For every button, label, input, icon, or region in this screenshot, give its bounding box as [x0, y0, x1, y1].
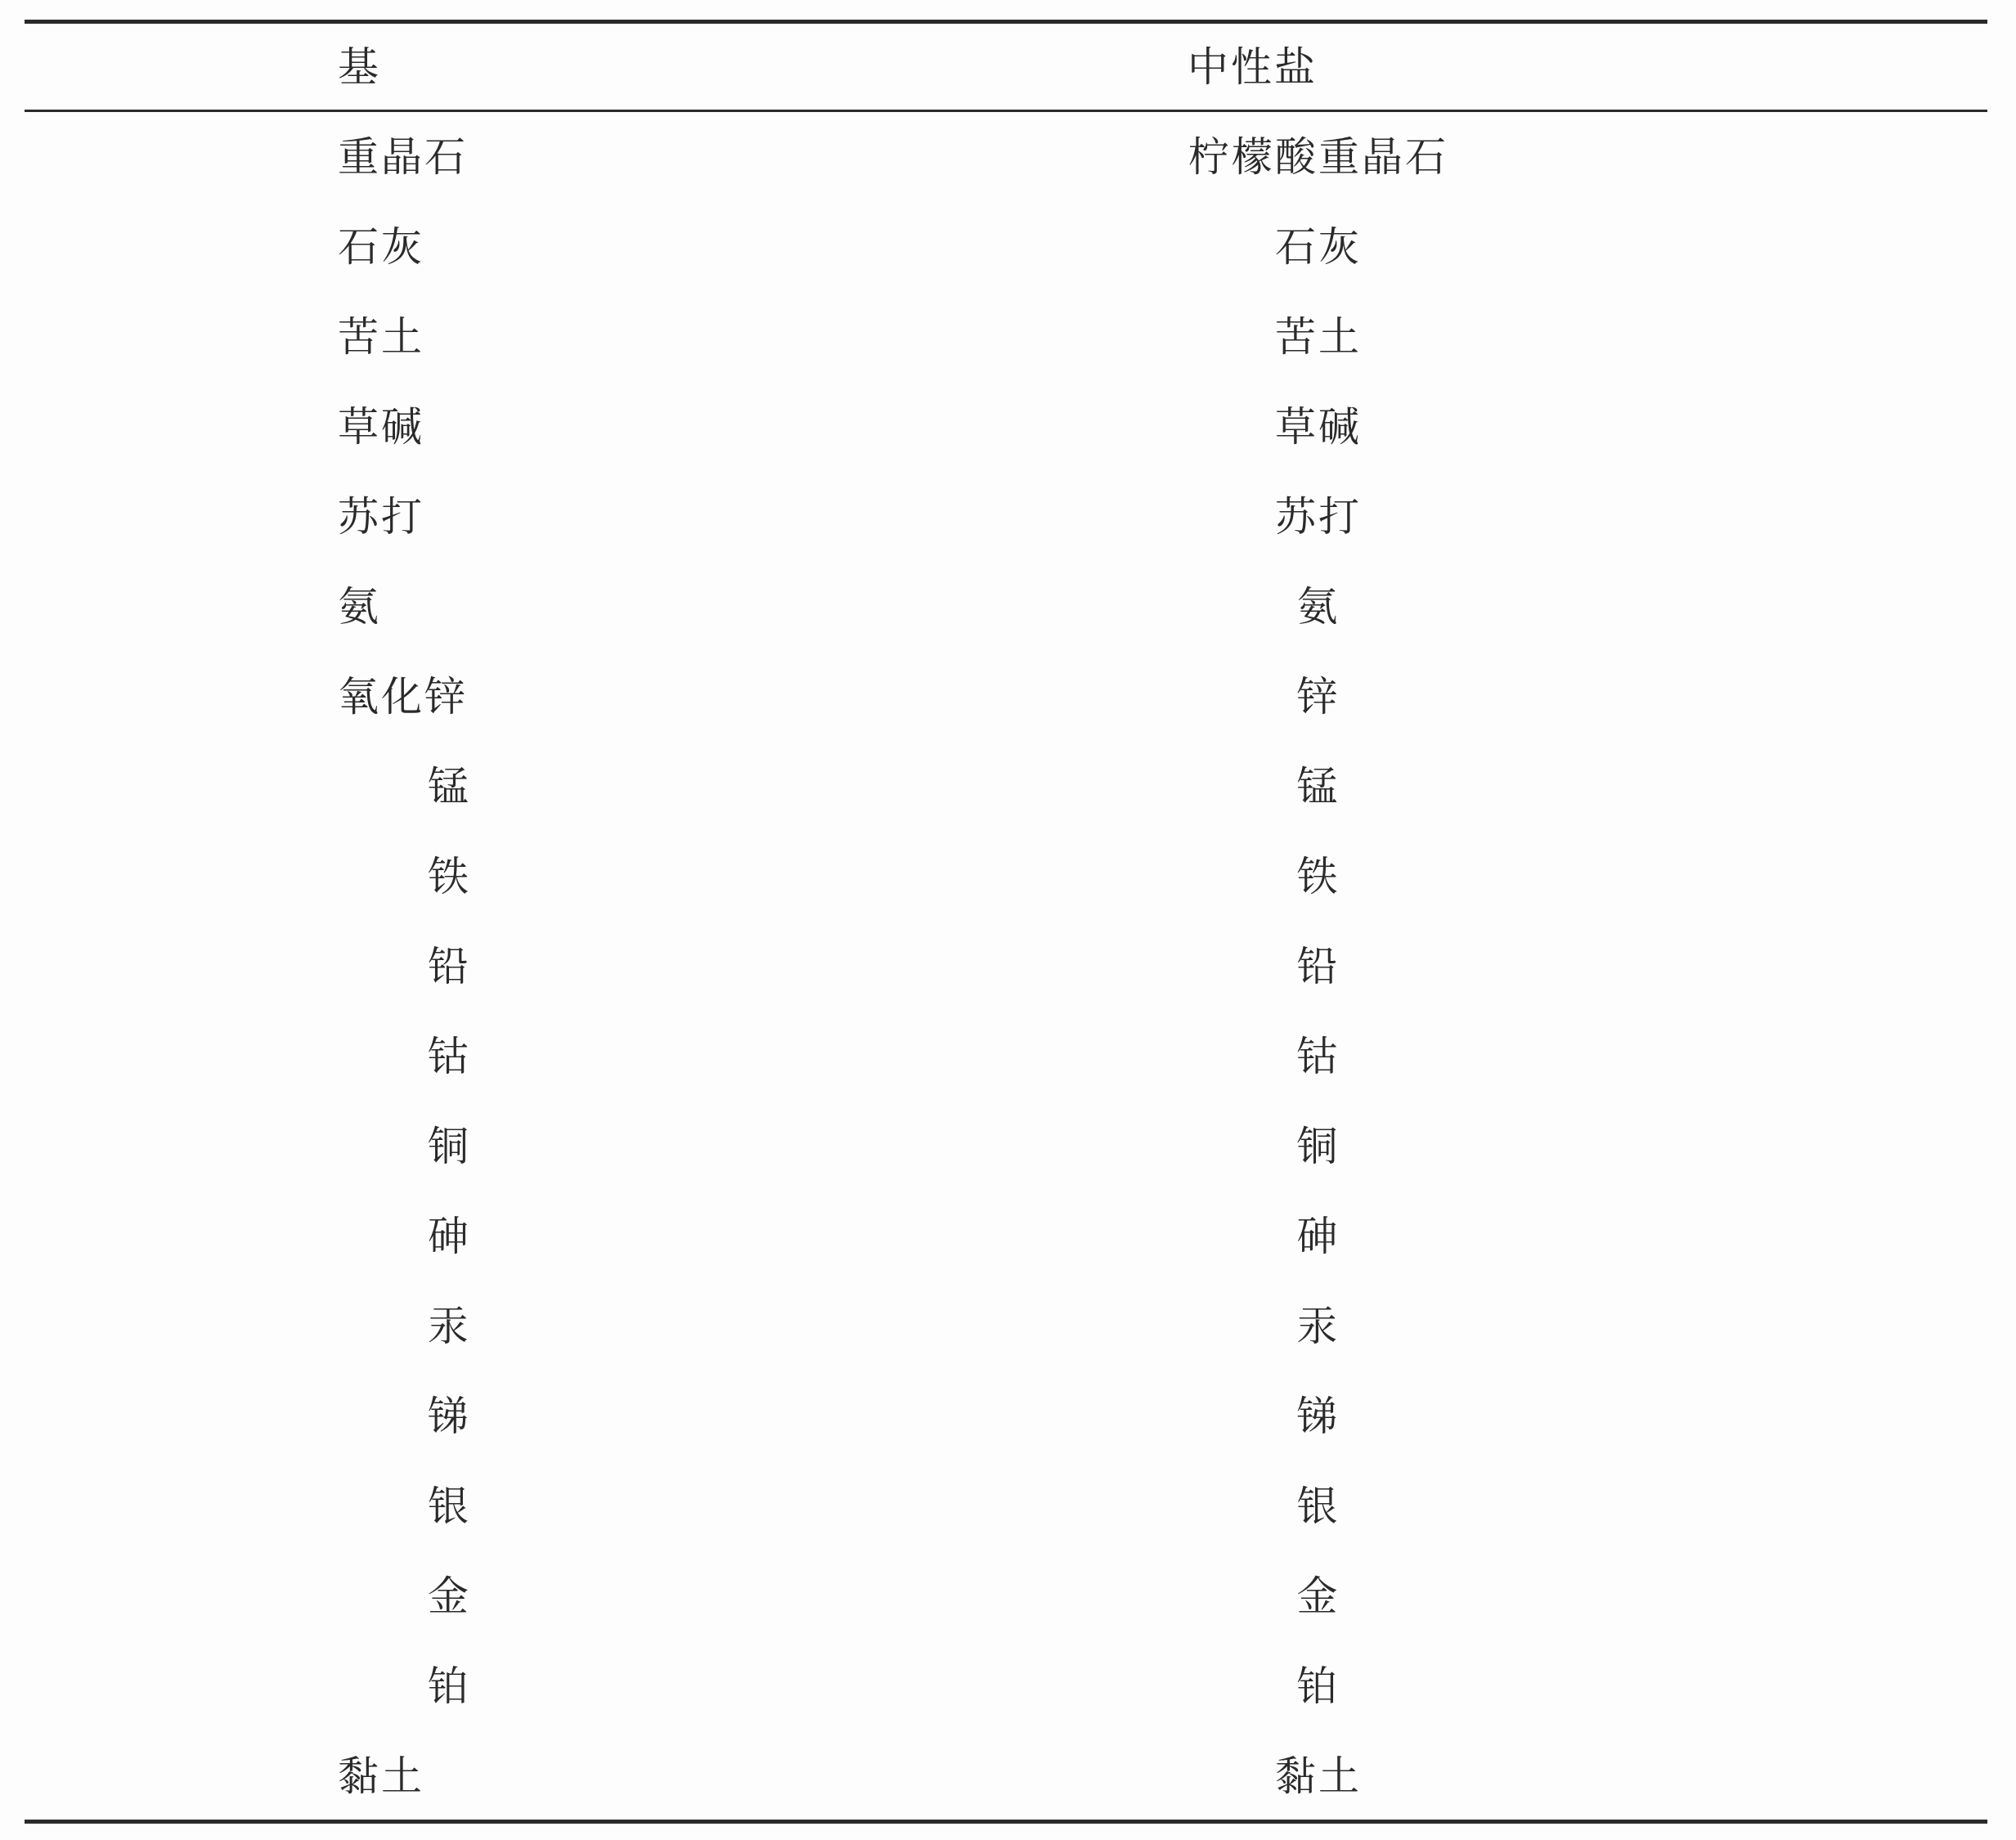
salt-cell: 石灰	[1275, 223, 1362, 271]
base-cell: 苏打	[338, 493, 424, 541]
base-cell: 石灰	[338, 223, 424, 271]
salt-cell: 苏打	[1275, 493, 1362, 541]
base-cell: 铂	[428, 1663, 471, 1710]
base-cell: 氧化锌	[338, 673, 468, 720]
base-cell: 铅	[428, 943, 471, 990]
base-cell: 银	[428, 1483, 471, 1530]
base-cell: 黏土	[338, 1752, 424, 1800]
base-cell: 重晶石	[338, 133, 468, 181]
salt-cell: 汞	[1296, 1303, 1340, 1350]
base-cell: 铜	[428, 1123, 471, 1170]
salt-cell: 铂	[1296, 1663, 1340, 1710]
base-cell: 铁	[428, 853, 471, 900]
base-cell: 金	[428, 1573, 471, 1620]
header-base: 基	[338, 43, 381, 91]
salt-cell: 锌	[1296, 673, 1340, 720]
table-bottom-rule	[25, 1820, 1987, 1824]
base-cell: 锰	[428, 763, 471, 810]
base-cell: 草碱	[338, 403, 424, 451]
header-neutral-salt: 中性盐	[1188, 43, 1318, 91]
base-cell: 钴	[428, 1033, 471, 1080]
salt-cell: 锑	[1296, 1393, 1340, 1440]
salt-cell: 铜	[1296, 1123, 1340, 1170]
salt-cell: 银	[1296, 1483, 1340, 1530]
salt-cell: 铁	[1296, 853, 1340, 900]
salt-cell: 砷	[1296, 1213, 1340, 1260]
base-cell: 锑	[428, 1393, 471, 1440]
base-cell: 汞	[428, 1303, 471, 1350]
salt-cell: 金	[1296, 1573, 1340, 1620]
salt-cell: 黏土	[1275, 1752, 1362, 1800]
salt-cell: 柠檬酸重晶石	[1188, 133, 1448, 181]
base-cell: 砷	[428, 1213, 471, 1260]
salt-cell: 苦土	[1275, 313, 1362, 361]
salt-cell: 草碱	[1275, 403, 1362, 451]
salt-cell: 氨	[1296, 583, 1340, 631]
salt-cell: 锰	[1296, 763, 1340, 810]
base-cell: 苦土	[338, 313, 424, 361]
salt-cell: 铅	[1296, 943, 1340, 990]
salt-cell: 钴	[1296, 1033, 1340, 1080]
base-cell: 氨	[338, 583, 381, 631]
